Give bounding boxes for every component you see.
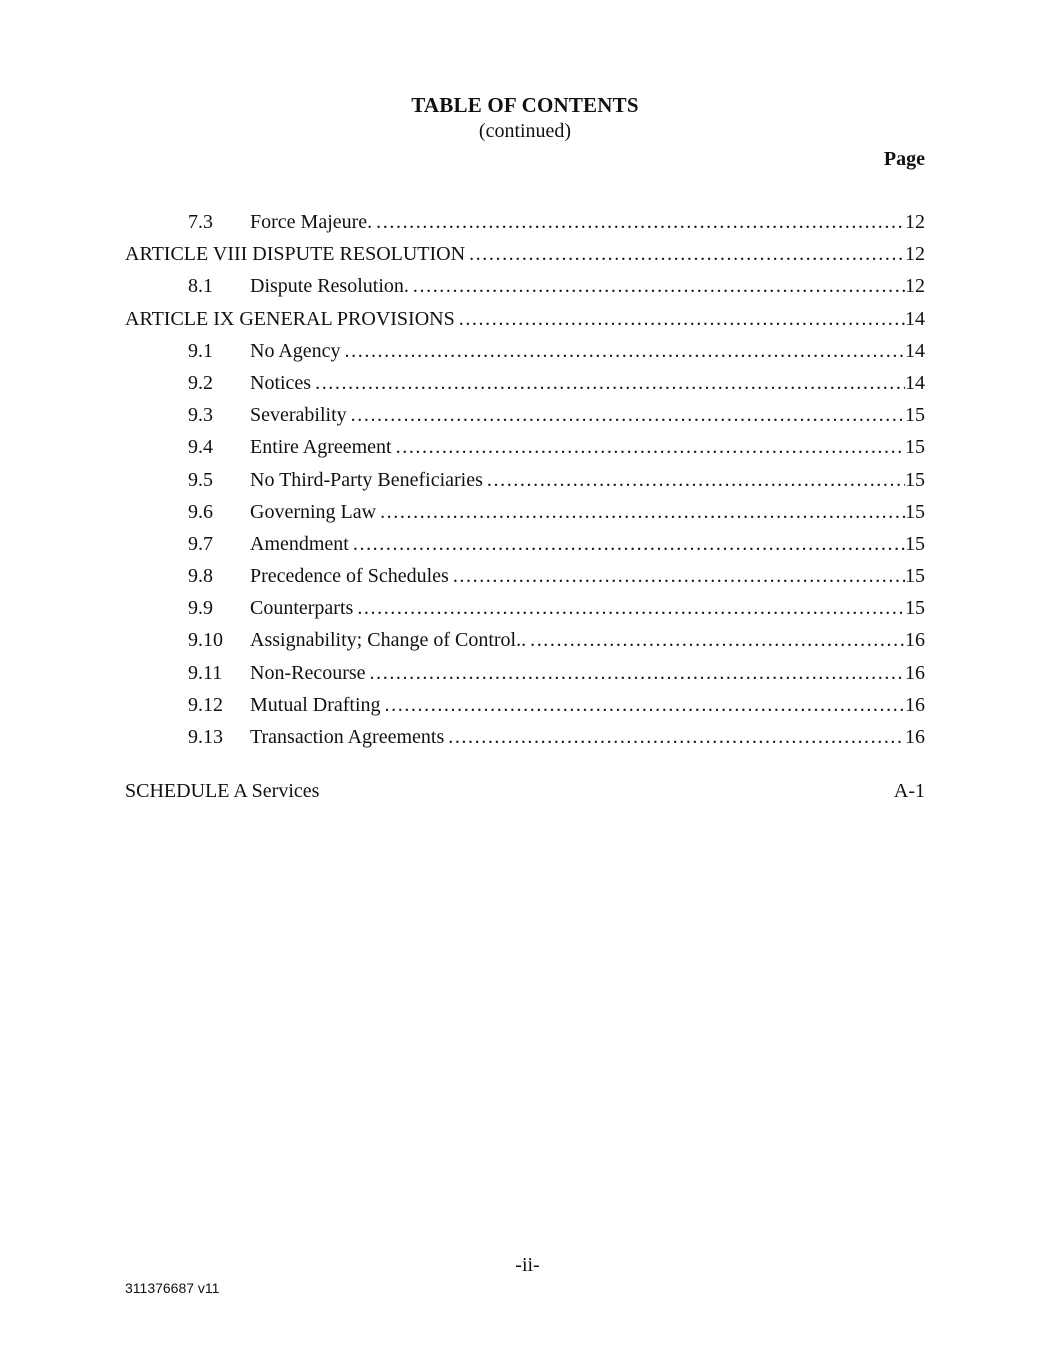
toc-entry-number: 9.3 <box>188 404 213 427</box>
toc-entry-number: 9.7 <box>188 532 213 555</box>
toc-leader-dots <box>351 399 905 431</box>
toc-entry-title: Severability <box>250 404 347 427</box>
toc-entry <box>125 657 925 689</box>
toc-leader-dots <box>385 689 905 721</box>
toc-entry <box>125 592 925 624</box>
toc-entry-page: 14 <box>905 339 925 362</box>
toc-leader-dots <box>413 270 905 302</box>
toc-entry-number: 9.4 <box>188 436 213 459</box>
toc-entry-number: 9.1 <box>188 339 213 362</box>
toc-entry <box>125 206 925 238</box>
toc-entry <box>125 464 925 496</box>
page-content <box>125 0 925 807</box>
toc-entry-title: SCHEDULE A Services <box>125 780 320 803</box>
toc-entry-page: 15 <box>905 532 925 555</box>
toc-entry <box>125 367 925 399</box>
toc-entry-page: 12 <box>905 211 925 233</box>
toc-entry-page: 15 <box>905 404 925 427</box>
page-title: TABLE OF CONTENTS <box>411 93 639 117</box>
toc-entry <box>125 528 925 560</box>
toc-entry <box>125 560 925 592</box>
toc-entry-title: Transaction Agreements <box>250 726 445 748</box>
toc-entry <box>125 270 925 302</box>
folio-page-number: -ii- <box>515 1254 540 1276</box>
toc-leader-dots <box>448 721 905 753</box>
toc-leader-dots <box>353 528 905 560</box>
toc-entry-title: Assignability; Change of Control.. <box>250 629 527 652</box>
toc-header <box>125 0 925 172</box>
continued-label: (continued) <box>478 120 572 142</box>
toc-entry <box>125 496 925 528</box>
toc-entry-page: 12 <box>905 275 925 298</box>
toc-leader-dots <box>530 624 905 656</box>
toc-entry-title: Mutual Drafting <box>250 693 381 716</box>
toc-entry-title: Dispute Resolution. <box>250 275 409 298</box>
toc-entry-number: 9.8 <box>188 565 213 588</box>
toc-leader-dots <box>469 238 905 270</box>
document-id: 311376687 v11 <box>125 1280 220 1296</box>
toc-entry <box>125 624 925 656</box>
toc-entry <box>125 775 925 807</box>
toc-entry-page: 14 <box>905 307 925 330</box>
toc-entry-title: No Agency <box>250 339 341 362</box>
toc-entry-number: 9.11 <box>188 661 223 684</box>
toc-leader-dots <box>357 592 905 624</box>
toc-entry-page: A-1 <box>893 780 925 803</box>
toc-entry <box>125 399 925 431</box>
toc-leader-dots <box>459 303 905 335</box>
toc-entry-page: 15 <box>905 565 925 588</box>
toc-leader-dots <box>315 367 905 399</box>
toc-entry-title: Notices <box>250 371 312 394</box>
toc-entry-number: 9.12 <box>188 693 223 716</box>
toc-entry-page: 16 <box>905 693 925 716</box>
toc-entry-number: 9.2 <box>188 371 213 394</box>
toc-entry-page: 15 <box>905 468 925 491</box>
toc-entry-title: Force Majeure. <box>250 211 373 233</box>
toc-entry-page: 14 <box>905 371 925 394</box>
toc-entry-page: 15 <box>905 436 925 459</box>
toc-entry-number: 9.10 <box>188 629 223 652</box>
toc-entry <box>125 431 925 463</box>
toc-leader-dots <box>396 431 905 463</box>
toc-entry-number: 8.1 <box>188 275 213 298</box>
toc-entry-number: 9.6 <box>188 500 213 523</box>
toc-entry-title: Counterparts <box>250 597 354 620</box>
toc-entry-number: 9.13 <box>188 726 223 748</box>
toc-leader-dots <box>380 496 905 528</box>
toc-list <box>125 206 925 807</box>
page-column-label: Page <box>883 148 925 170</box>
toc-leader-dots <box>345 335 905 367</box>
toc-entry-title: ARTICLE IX GENERAL PROVISIONS <box>125 307 455 330</box>
toc-entry <box>125 689 925 721</box>
toc-entry-number: 9.5 <box>188 468 213 491</box>
toc-entry-page: 12 <box>905 243 925 266</box>
toc-entry-number: 9.9 <box>188 597 213 620</box>
toc-entry <box>125 303 925 335</box>
toc-leader-dots <box>453 560 905 592</box>
toc-entry-title: Entire Agreement <box>250 436 392 459</box>
toc-entry-number: 7.3 <box>188 211 213 233</box>
toc-entry-title: ARTICLE VIII DISPUTE RESOLUTION <box>125 243 466 266</box>
toc-entry <box>125 721 925 753</box>
toc-leader-dots <box>487 464 905 496</box>
toc-entry-page: 15 <box>905 597 925 620</box>
toc-entry-page: 16 <box>905 726 925 748</box>
toc-leader-dots <box>376 206 905 238</box>
toc-entry <box>125 335 925 367</box>
toc-entry-title: No Third-Party Beneficiaries <box>250 468 483 491</box>
toc-entry-title: Precedence of Schedules <box>250 565 449 588</box>
toc-entry-page: 15 <box>905 500 925 523</box>
toc-entry-title: Governing Law <box>250 500 377 523</box>
toc-entry-page: 16 <box>905 629 925 652</box>
toc-entry-title: Amendment <box>250 532 349 555</box>
toc-leader-dots <box>370 657 905 689</box>
toc-entry-title: Non-Recourse <box>250 661 366 684</box>
toc-entry-page: 16 <box>905 661 925 684</box>
toc-entry <box>125 238 925 270</box>
